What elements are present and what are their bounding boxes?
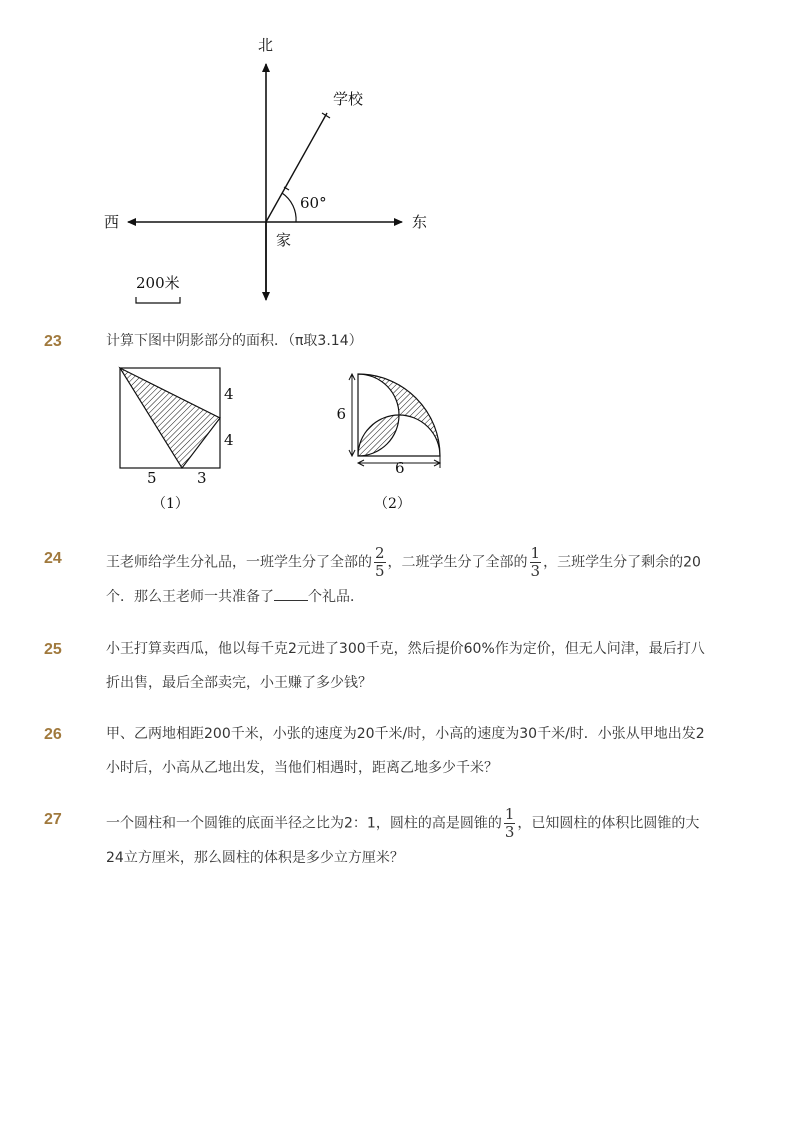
text-line: 24立方厘米，那么圆柱的体积是多少立方厘米？ (106, 850, 404, 866)
answer-blank[interactable] (274, 586, 308, 601)
question-text (106, 717, 726, 785)
text-segment: ，三班学生分了剩余的20 (543, 554, 701, 571)
angle-arc (282, 193, 296, 222)
shaded-triangle (120, 368, 220, 468)
text-segment: 王老师给学生分礼品，一班学生分了全部的 (106, 554, 372, 571)
question-text (106, 806, 726, 875)
compass-diagram (0, 0, 800, 320)
question-text: 计算下图中阴影部分的面积．（π取3.14） (106, 333, 363, 349)
fig1-label-bottom-left: 5 (147, 469, 157, 487)
text-segment: 个．那么王老师一共准备了 (106, 589, 274, 605)
fig1-label-bottom-right: 3 (197, 469, 207, 487)
fig2-label-left: 6 (336, 405, 346, 423)
question-number: 26 (44, 726, 62, 743)
fraction-denominator: 3 (504, 823, 515, 841)
fig1-caption: （1） (152, 496, 189, 512)
label-school: 学校 (333, 90, 364, 108)
text-line: 甲、乙两地相距200千米，小张的速度为20千米/时，小高的速度为30千米/时．小张从甲地出发2 (106, 726, 705, 742)
fig1-label-right-top: 4 (224, 385, 234, 403)
label-scale: 200米 (136, 274, 180, 292)
text-segment: 一个圆柱和一个圆锥的底面半径之比为2：1，圆柱的高是圆锥的 (106, 815, 502, 832)
question-text (106, 545, 726, 614)
fraction-denominator: 5 (375, 562, 385, 580)
figure-quarter-circle (330, 360, 460, 520)
text-segment: ，已知圆柱的体积比圆锥的大 (517, 815, 700, 832)
question-number: 23 (44, 333, 62, 350)
fraction-numerator: 2 (375, 544, 385, 562)
fraction (504, 806, 516, 841)
fig1-label-right-bottom: 4 (224, 431, 234, 449)
fraction-numerator: 1 (530, 544, 541, 562)
text-segment: 个礼品． (308, 589, 364, 605)
label-angle: 60° (300, 194, 327, 212)
fraction (374, 545, 386, 580)
label-home: 家 (276, 231, 292, 249)
text-segment: ，二班学生分了全部的 (387, 554, 528, 571)
fig2-label-bottom: 6 (395, 459, 405, 477)
text-line: 小王打算卖西瓜，他以每千克2元进了300千克，然后提价60%作为定价，但无人问津，最后打八 (106, 641, 705, 657)
question-number: 27 (44, 811, 62, 828)
question-number: 25 (44, 641, 62, 658)
question-number: 24 (44, 550, 62, 567)
fraction (530, 545, 542, 580)
label-west: 西 (104, 213, 120, 231)
text-line: 折出售，最后全部卖完，小王赚了多少钱？ (106, 675, 372, 691)
figure-square-triangle (100, 360, 260, 520)
question-text (106, 632, 726, 700)
fraction-numerator: 1 (504, 805, 515, 823)
fraction-denominator: 3 (530, 562, 541, 580)
label-east: 东 (412, 213, 428, 231)
text-line: 小时后，小高从乙地出发，当他们相遇时，距离乙地多少千米？ (106, 760, 498, 776)
label-north: 北 (258, 36, 274, 54)
fig2-caption: （2） (374, 496, 411, 512)
scale-bar (136, 297, 180, 303)
